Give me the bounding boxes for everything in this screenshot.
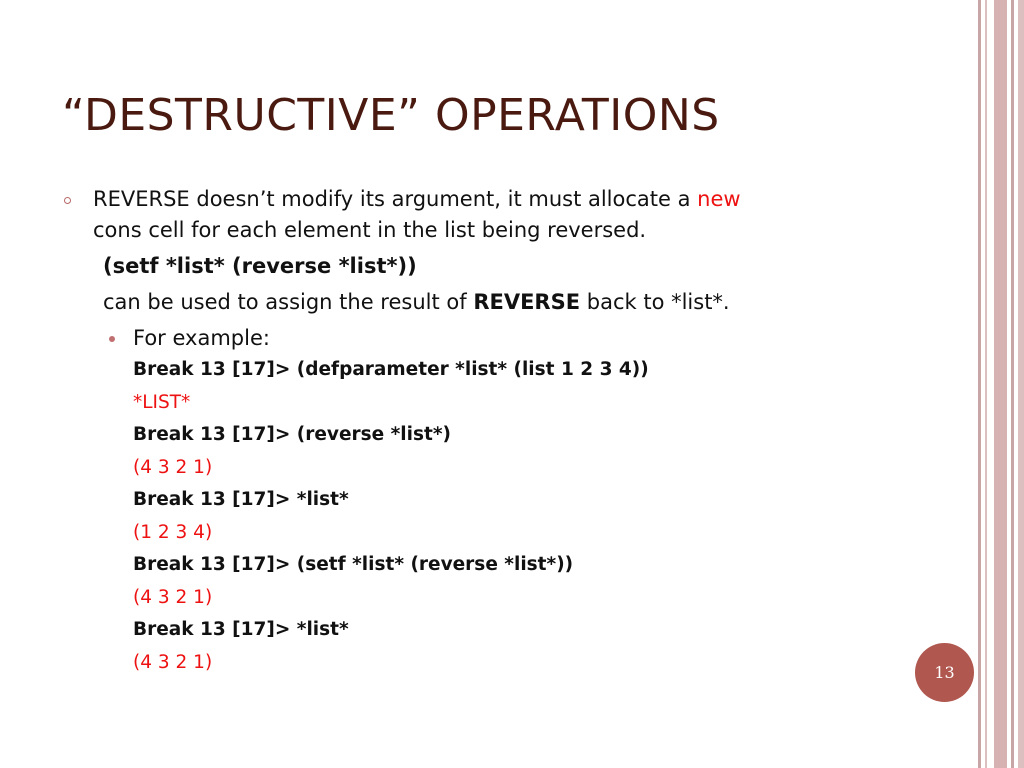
- page-number-badge: [915, 643, 974, 702]
- emphasis-new: new: [697, 187, 741, 211]
- decorative-stripes: [972, 0, 1024, 768]
- repl-input: Break 13 [17]> (reverse *list*): [133, 424, 451, 445]
- stripe: [985, 0, 987, 768]
- stripe: [978, 0, 981, 768]
- repl-output: (1 2 3 4): [133, 521, 213, 543]
- repl-output: *LIST*: [133, 391, 191, 413]
- bullet-continuation: [62, 215, 922, 246]
- setf-code-line: [62, 251, 922, 282]
- reverse-keyword: REVERSE: [473, 290, 581, 314]
- setf-code: (setf *list* (reverse *list*)): [103, 254, 417, 278]
- repl-output: (4 3 2 1): [133, 456, 213, 478]
- bullet-text: REVERSE doesn’t modify its argument, it must allocate a: [93, 187, 698, 211]
- bullet-item: [62, 184, 922, 215]
- assign-text-end: back to *list*.: [580, 290, 730, 314]
- repl-input: Break 13 [17]> *list*: [133, 619, 349, 640]
- repl-input: Break 13 [17]> (setf *list* (reverse *list*)): [133, 554, 574, 575]
- sub-bullet-text: For example:: [133, 326, 270, 350]
- stripe: [1011, 0, 1014, 768]
- repl-input: Break 13 [17]> *list*: [133, 489, 349, 510]
- repl-input: Break 13 [17]> (defparameter *list* (list 1 2 3 4)): [133, 359, 649, 380]
- filled-bullet-icon: [109, 336, 115, 342]
- assign-text: can be used to assign the result of: [103, 290, 474, 314]
- sub-bullet-item: [62, 323, 922, 354]
- page-number: 13: [934, 663, 955, 682]
- stripe: [1018, 0, 1024, 768]
- slide-title: “DESTRUCTIVE” OPERATIONS: [62, 90, 720, 141]
- stripe: [994, 0, 1007, 768]
- assign-line: [62, 287, 922, 318]
- slide-body: [62, 184, 922, 679]
- hollow-bullet-icon: [64, 197, 71, 204]
- bullet-text-continued: cons cell for each element in the list being reversed.: [93, 218, 647, 242]
- repl-output: (4 3 2 1): [133, 651, 213, 673]
- repl-output: (4 3 2 1): [133, 586, 213, 608]
